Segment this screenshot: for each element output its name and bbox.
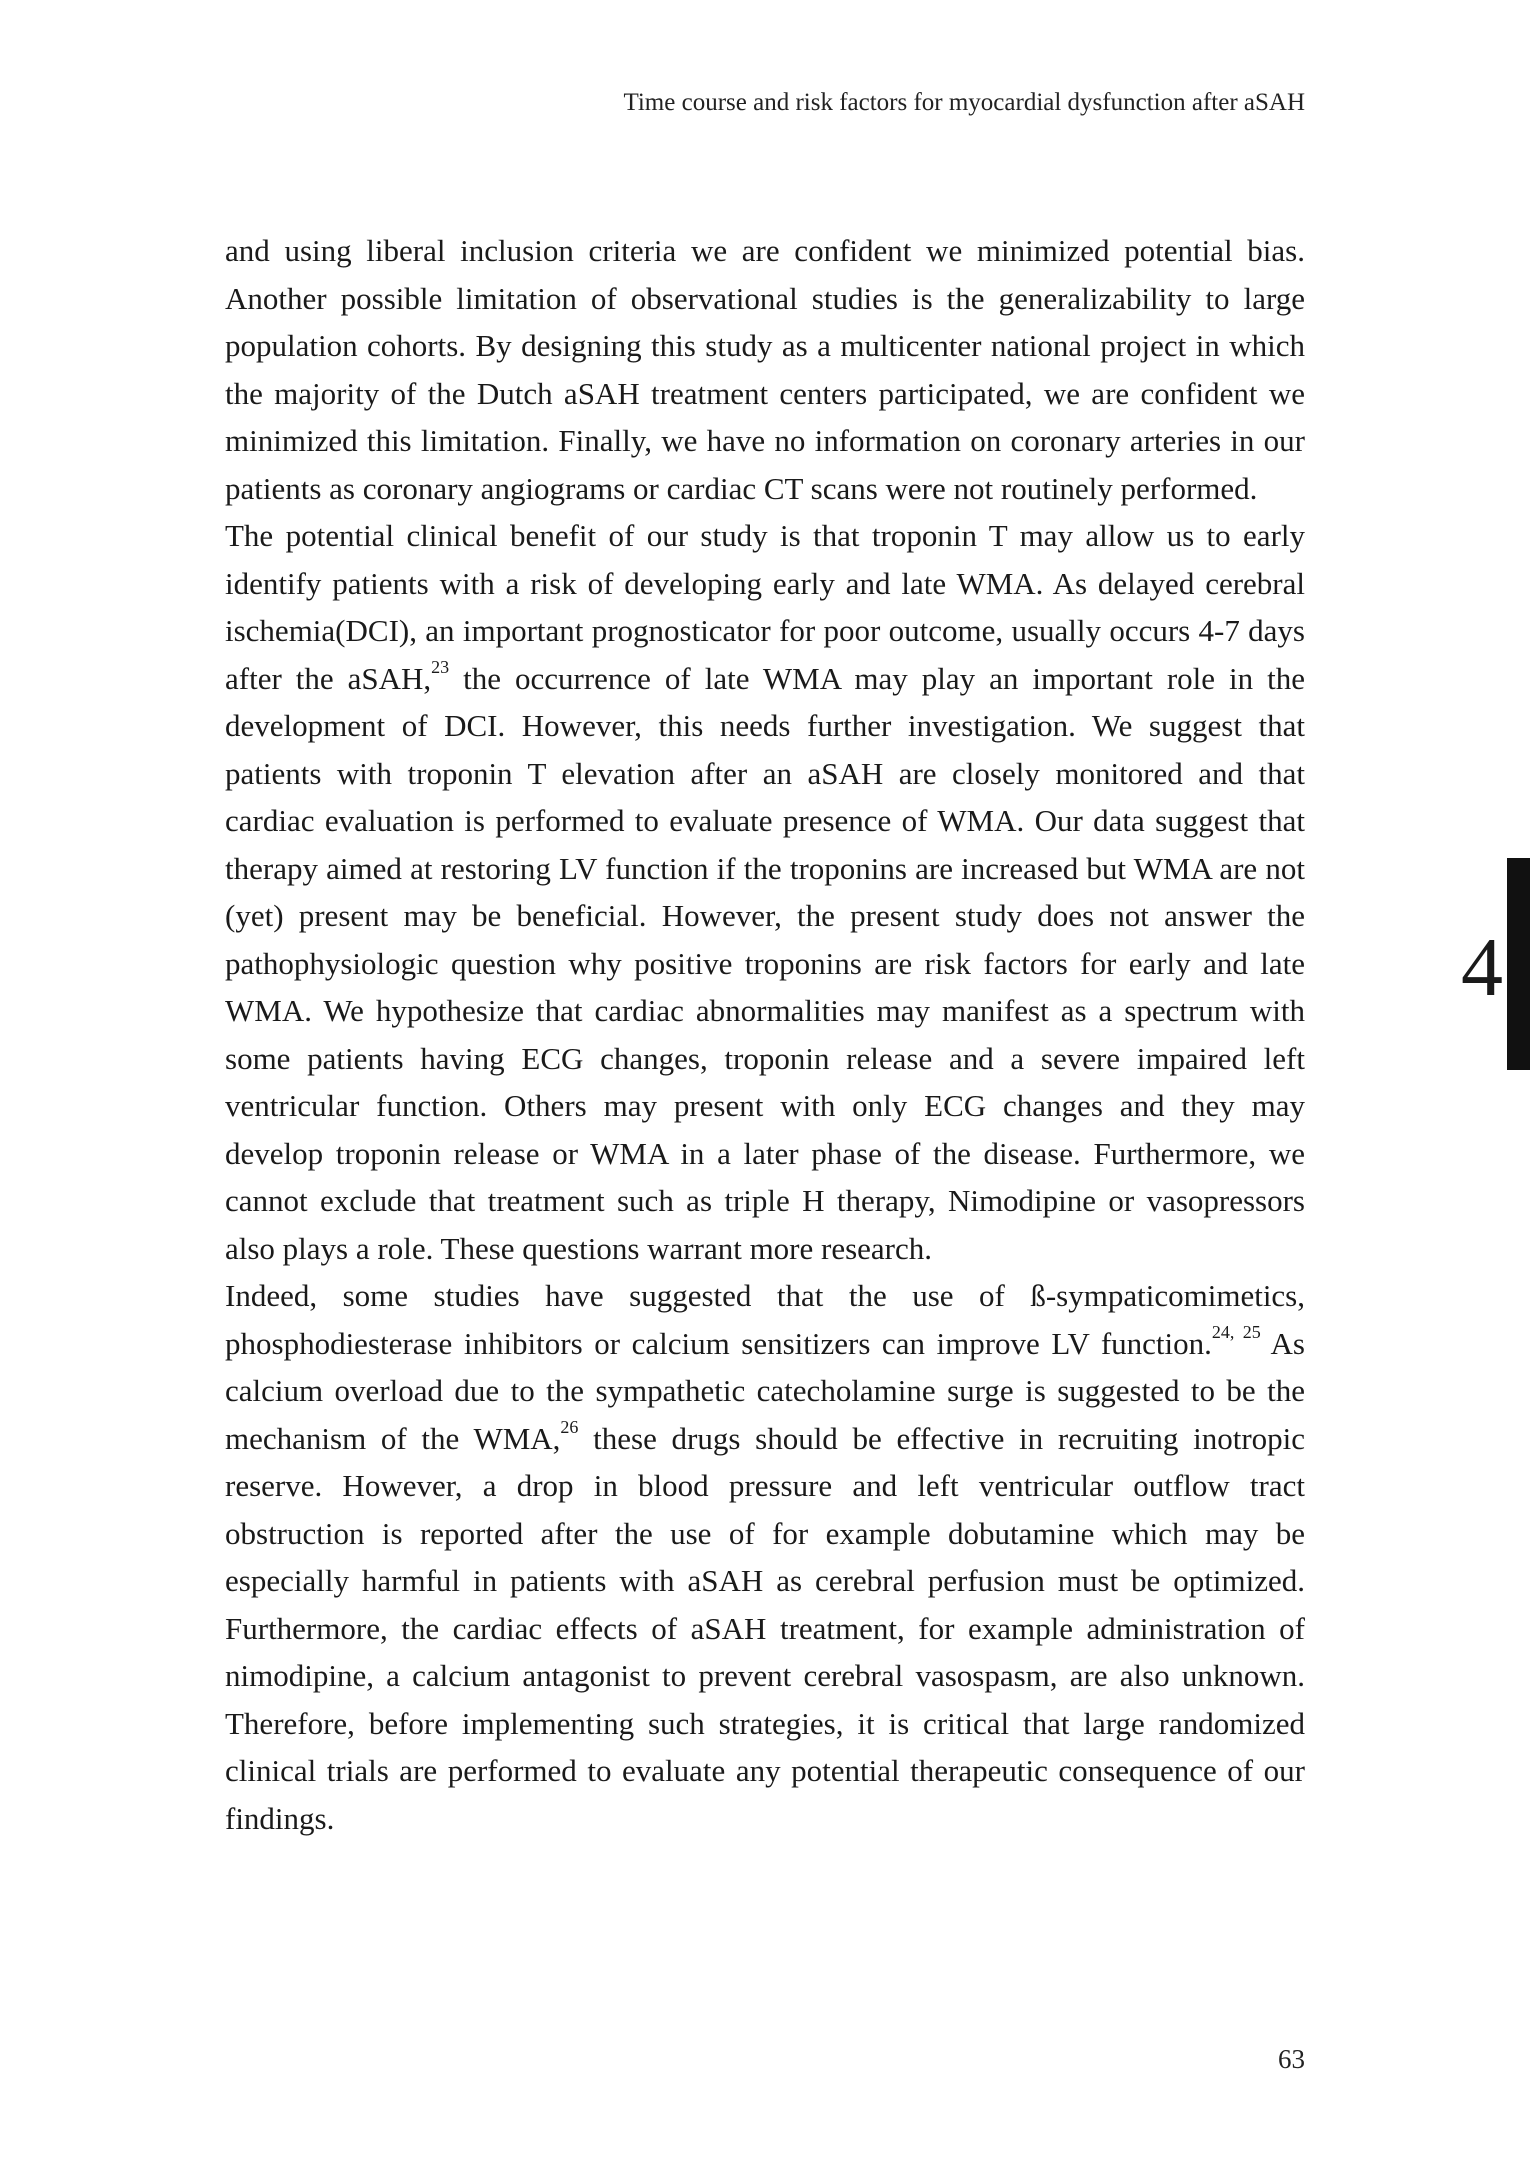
paragraph-therapy (225, 1272, 1305, 1842)
paragraph-text: The potential clinical benefit of our study is that troponin T may allow us to early identify patients with a risk of developing early and late WMA. As delayed cerebral ischemia(DCI), an important prognosticator for poor outcome, usually occurs 4-7 days after the aSAH, (225, 518, 1305, 696)
paragraph-clinical-benefit (225, 512, 1305, 1272)
paragraph-text: these drugs should be effective in recruiting inotropic reserve. However, a drop in blood pressure and left ventricular outflow tract obstruction is reported after the use of for example dobutamine which may be especially harmful in patients with aSAH as cerebral perfusion must be optimized. Furthermore, the cardiac effects of aSAH treatment, for example administration of nimodipine, a calcium antagonist to prevent cerebral vasospasm, are also unknown. Therefore, before implementing such strategies, it is critical that large randomized clinical trials are performed to evaluate any potential therapeutic consequence of our findings. (225, 1420, 1306, 1836)
paragraph-limitations: and using liberal inclusion criteria we are confident we minimized potential bias. Another possible limitation of observational studies is the generalizability to large population cohorts. By designing this study as a multicenter national project in which the majority of the Dutch aSAH treatment centers participated, we are confident we minimized this limitation. Finally, we have no information on coronary arteries in our patients as coronary angiograms or cardiac CT scans were not routinely performed. (225, 233, 1305, 506)
paragraph-text: As calcium overload due to the sympathetic catecholamine surge is suggested to be the mechanism of the WMA, (225, 1325, 1305, 1456)
page-number: 63 (1278, 2044, 1305, 2074)
citation-ref: 24, 25 (1211, 1322, 1261, 1343)
paragraph-text: the occurrence of late WMA may play an important role in the development of DCI. However, this needs further investigation. We suggest that patients with troponin T elevation after an aSAH are closely monitored and that cardiac evaluation is performed to evaluate presence of WMA. Our data suggest that therapy aimed at restoring LV function if the troponins are increased but WMA are not (yet) present may be beneficial. However, the present study does not answer the pathophysiologic question why positive troponins are risk factors for early and late WMA. We hypothesize that cardiac abnormalities may manifest as a spectrum with some patients having ECG changes, troponin release and a severe impaired left ventricular function. Others may present with only ECG changes and they may develop troponin release or WMA in a later phase of the disease. Furthermore, we cannot exclude that treatment such as triple H therapy, Nimodipine or vasopressors also plays a role. These questions warrant more research. (225, 660, 1305, 1266)
running-head-title: Time course and risk factors for myocardial dysfunction after aSAH (623, 89, 1305, 116)
citation-ref: 23 (431, 657, 450, 678)
chapter-number: 4 (1461, 921, 1503, 1014)
citation-ref: 26 (560, 1417, 579, 1438)
body-text (225, 227, 1305, 1842)
chapter-tab-marker (1507, 858, 1530, 1070)
paragraph-text: Indeed, some studies have suggested that the use of ß-sympaticomimetics, phosphodiesterase inhibitors or calcium sensitizers can improve LV function. (225, 1278, 1305, 1361)
